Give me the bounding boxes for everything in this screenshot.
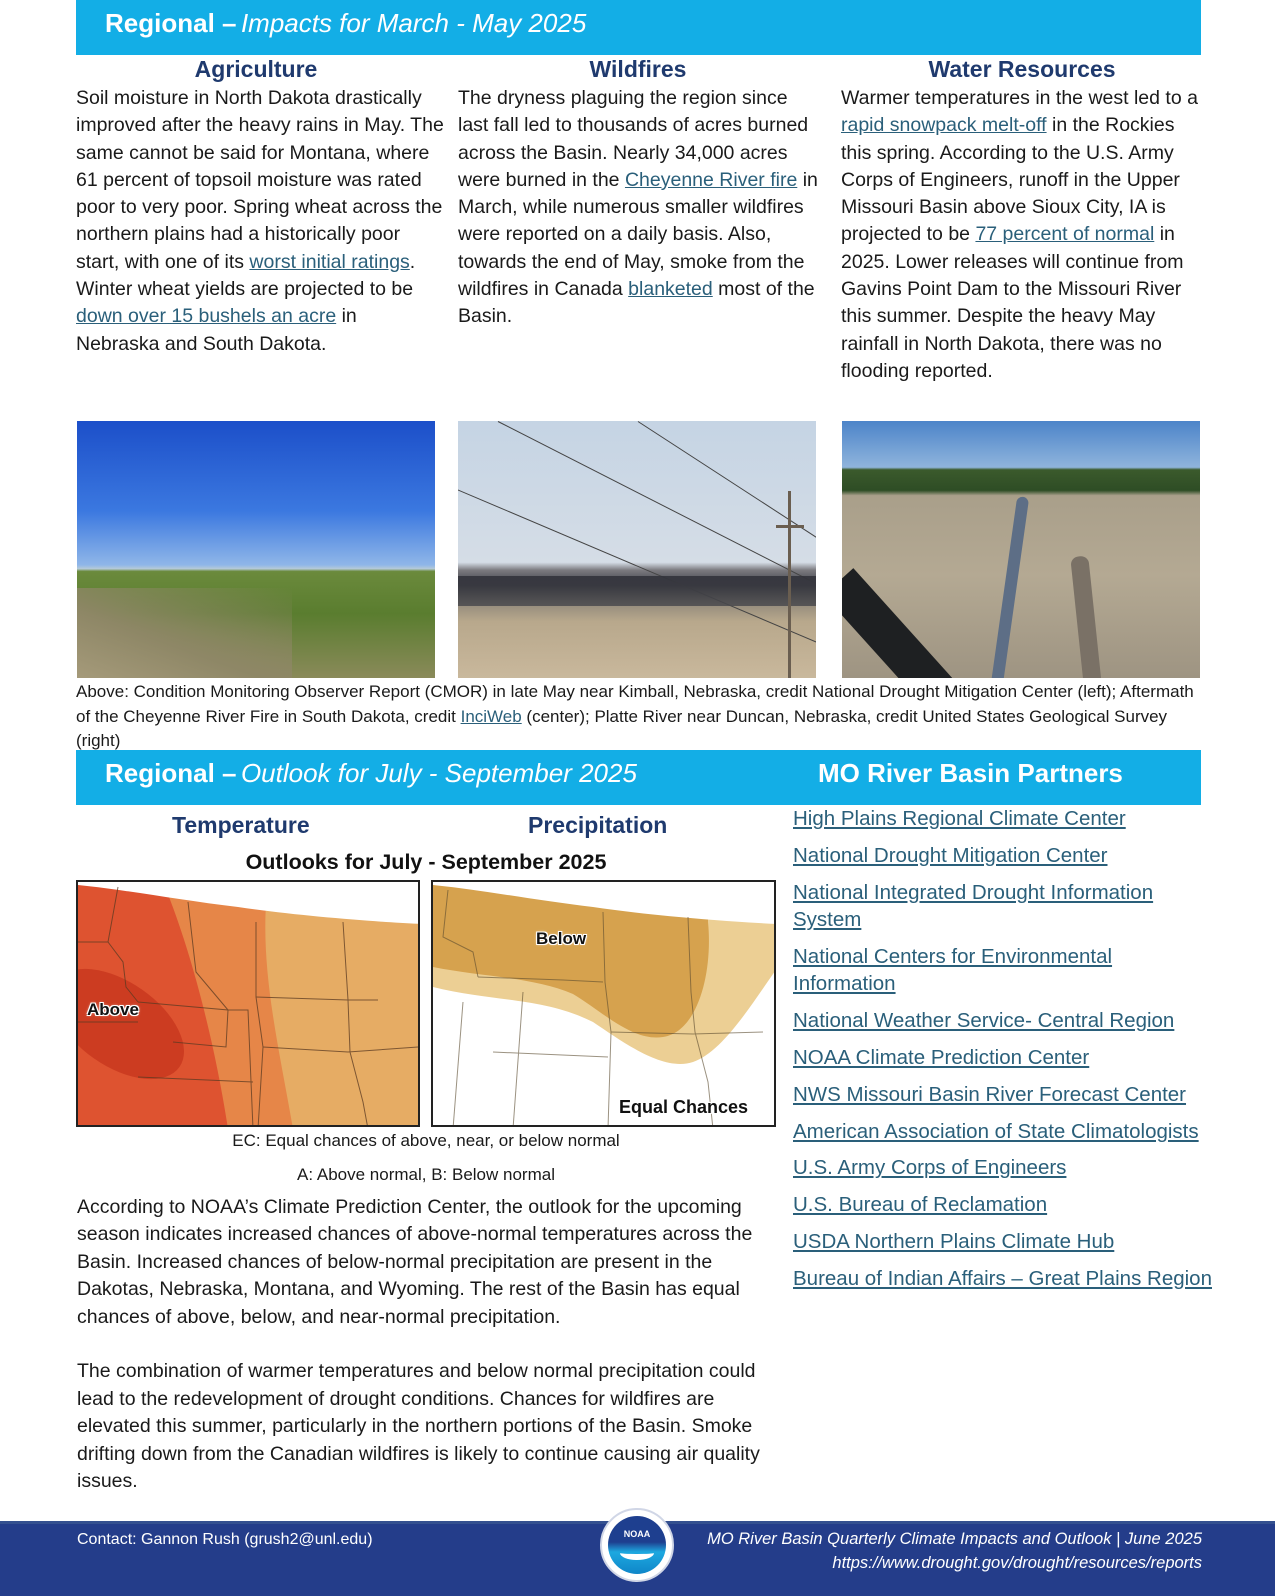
wildfires-text [458,85,818,331]
power-line [458,481,816,646]
partner-link-cpc[interactable]: NOAA Climate Prediction Center [793,1045,1090,1069]
text-run: . Winter wheat yields are projected to be [76,250,416,301]
worst-initial-ratings-link[interactable]: worst initial ratings [249,250,410,273]
banner-title-italic: Outlook for July - September 2025 [240,758,637,788]
blanketed-link[interactable]: blanketed [628,278,713,301]
partner-link-ndmc[interactable]: National Drought Mitigation Center [793,843,1108,867]
contact-info: Contact: Gannon Rush (grush2@unl.edu) [77,1531,373,1548]
snowpack-melt-off-link[interactable]: rapid snowpack melt-off [841,114,1047,137]
banner-title-italic: Impacts for March - May 2025 [240,8,587,38]
partner-link-usbr[interactable]: U.S. Bureau of Reclamation [793,1193,1048,1217]
text-run: Above: Condition Monitoring Observer Report (CMOR) in late May near Kimball, Nebraska, credit National Drought Mitigation Center (left); Aftermath of the Cheyenne River Fire in South Dakota, credit [76,682,1194,726]
partner-link-usace[interactable]: U.S. Army Corps of Engineers [793,1156,1067,1180]
publication-info [707,1528,1202,1575]
partner-link-nws-central[interactable]: National Weather Service- Central Region [793,1009,1175,1033]
wildfires-heading: Wildfires [589,56,687,82]
agriculture-text [76,85,444,358]
utility-pole-arm [776,525,804,528]
partner-link-aasc[interactable]: American Association of State Climatologists [793,1119,1199,1143]
text-run: (center); Platte River near Duncan, Nebraska, credit United States Geological Survey (right) [76,706,1168,750]
photo-platte-river [842,421,1200,678]
outlook-paragraph-2: The combination of warmer temperatures and below normal precipitation could lead to the redevelopment of drought conditions. Chances for wildfires are elevated this summer, particularly in the northern portions of the Basin. Smoke drifting down from the Canadian wildfires is likely to continue causing air quality issues. [77,1360,760,1493]
agriculture-heading: Agriculture [194,56,318,82]
outlook-body [77,1194,792,1495]
above-label: Above [87,1000,139,1019]
text-run: Warmer temperatures in the west led to a [841,87,1198,109]
noaa-logo-icon [600,1508,674,1582]
text-run: in March, while numerous smaller wildfires were reported on a daily basis. Also, towards the end of May, smoke from the wildfires in Canada [458,168,818,301]
impacts-banner [76,0,1201,55]
noaa-logo-text: NOAA [623,1529,651,1539]
cheyenne-river-fire-link[interactable]: Cheyenne River fire [624,168,798,191]
outlook-banner [76,750,1201,805]
precipitation-heading: Precipitation [528,812,668,838]
partners-title: MO River Basin Partners [818,758,1123,788]
noaa-gull-icon [620,1546,654,1560]
map-title: Outlooks for July - September 2025 [245,850,607,874]
photo-wheat-field [77,421,435,678]
outlook-paragraph-1: According to NOAA’s Climate Prediction Center, the outlook for the upcoming season indicates increased chances of above-normal temperatures across the Basin. Increased chances of below-normal precipitation are present in the Dakotas, Nebraska, Montana, and Wyoming. The rest of the Basin has equal chances of above, below, and near-normal precipitation. [77,1196,753,1328]
text-run: Soil moisture in North Dakota drastically improved after the heavy rains in May. The same cannot be said for Montana, where 61 percent of topsoil moisture was rated poor to very poor. Spring wheat across the northern plains had a historically poor start, with one of its [76,87,444,273]
percent-of-normal-link[interactable]: 77 percent of normal [975,223,1155,246]
river-channel [991,496,1029,678]
text-run: The dryness plaguing the region since last fall led to thousands of acres burned across the Basin. Nearly 34,000 acres were burned in the [458,87,809,191]
equal-chances-label: Equal Chances [619,1097,749,1117]
partner-link-mbrfc[interactable]: NWS Missouri Basin River Forecast Center [793,1082,1187,1106]
temperature-outlook-map [76,880,420,1127]
legend-above-below: A: Above normal, B: Below normal [297,1165,555,1184]
bridge-rail [842,568,960,678]
banner-title-bold: Regional – [105,758,237,788]
partner-link-usda-hub[interactable]: USDA Northern Plains Climate Hub [793,1229,1115,1253]
inciweb-link[interactable]: InciWeb [460,706,522,726]
partner-link-ncei[interactable]: National Centers for Environmental Information [793,944,1113,996]
reports-url[interactable]: https://www.drought.gov/drought/resources/reports [832,1553,1202,1572]
partner-link-nidis[interactable]: National Integrated Drought Information System [793,880,1154,932]
photo-caption [76,680,1206,754]
legend-ec: EC: Equal chances of above, near, or below normal [232,1131,620,1150]
temperature-heading: Temperature [172,812,310,838]
precipitation-map-graphic [433,882,776,1127]
utility-pole [788,491,791,678]
partner-link-hprcc[interactable]: High Plains Regional Climate Center [793,807,1126,830]
text-run: most of the Basin. [458,278,815,328]
photo-fire-aftermath [458,421,816,678]
text-run: in Nebraska and South Dakota. [76,305,357,355]
river-channel-shadow [1070,555,1101,678]
water-resources-text [841,85,1207,385]
noaa-logo-inner [608,1516,666,1574]
text-run: in the Rockies this spring. According to the U.S. Army Corps of Engineers, runoff in the Upper Missouri Basin above Sioux City, IA is projected to be [841,114,1180,246]
burn-scar [458,576,816,606]
wheat-yields-link[interactable]: down over 15 bushels an acre [76,305,337,328]
water-resources-heading: Water Resources [928,56,1116,82]
precipitation-outlook-map [431,880,776,1127]
partners-list [793,805,1213,1302]
publication-title: MO River Basin Quarterly Climate Impacts and Outlook | June 2025 [707,1530,1202,1548]
below-label: Below [536,929,587,948]
partner-link-bia[interactable]: Bureau of Indian Affairs – Great Plains Region [793,1266,1212,1290]
photo-dirt-shade [77,588,292,678]
banner-title-bold: Regional – [105,8,237,38]
text-run: in 2025. Lower releases will continue from Gavins Point Dam to the Missouri River this summer. Despite the heavy May rainfall in North Dakota, there was no flooding reported. [841,223,1184,382]
